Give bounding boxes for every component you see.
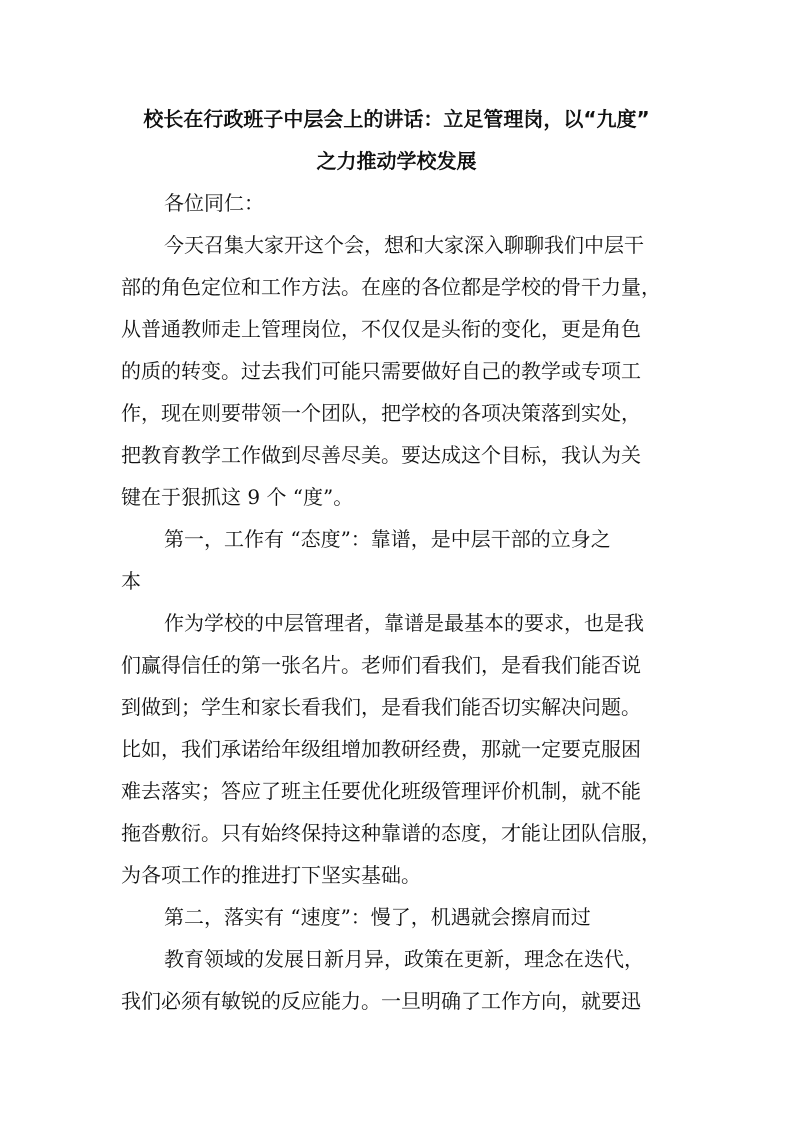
document-title-line-1: 校长在行政班子中层会上的讲话：立足管理岗，以“九度” xyxy=(143,107,650,131)
paragraph-2-line: 比如，我们承诺给年级组增加教研经费，那就一定要克服困 xyxy=(121,737,641,761)
paragraph-2-line: 到做到；学生和家长看我们，是看我们能否切实解决问题。 xyxy=(121,695,641,719)
paragraph-2-line: 作为学校的中层管理者，靠谱是最基本的要求，也是我 xyxy=(164,611,644,635)
paragraph-1-line: 今天召集大家开这个会，想和大家深入聊聊我们中层干 xyxy=(164,233,644,257)
paragraph-3-line: 我们必须有敏锐的反应能力。一旦明确了工作方向，就要迅 xyxy=(121,989,641,1013)
paragraph-1-line: 从普通教师走上管理岗位，不仅仅是头衔的变化，更是角色 xyxy=(121,317,641,341)
paragraph-2-line: 拖沓敷衍。只有始终保持这种靠谱的态度，才能让团队信服， xyxy=(121,821,661,845)
paragraph-2-line: 难去落实；答应了班主任要优化班级管理评价机制，就不能 xyxy=(121,779,641,803)
section-heading-1-line: 本 xyxy=(121,569,141,593)
section-heading-2: 第二，落实有 “速度”：慢了，机遇就会擦肩而过 xyxy=(164,905,591,929)
paragraph-1-line: 作，现在则要带领一个团队，把学校的各项决策落到实处， xyxy=(121,401,641,425)
paragraph-2-line: 们赢得信任的第一张名片。老师们看我们，是看我们能否说 xyxy=(121,653,641,677)
paragraph-1-line: 键在于狠抓这 9 个 “度”。 xyxy=(121,485,354,509)
paragraph-1-line: 把教育教学工作做到尽善尽美。要达成这个目标，我认为关 xyxy=(121,443,641,467)
paragraph-1-line: 部的角色定位和工作方法。在座的各位都是学校的骨干力量， xyxy=(121,275,661,299)
paragraph-3-line: 教育领域的发展日新月异，政策在更新，理念在迭代， xyxy=(164,947,644,971)
paragraph-1-line: 的质的转变。过去我们可能只需要做好自己的教学或专项工 xyxy=(121,359,641,383)
document-title-line-2: 之力推动学校发展 xyxy=(316,149,477,173)
greeting: 各位同仁： xyxy=(164,191,264,215)
paragraph-2-line: 为各项工作的推进打下坚实基础。 xyxy=(121,863,421,887)
section-heading-1-line: 第一，工作有 “态度”：靠谱，是中层干部的立身之 xyxy=(164,527,611,551)
